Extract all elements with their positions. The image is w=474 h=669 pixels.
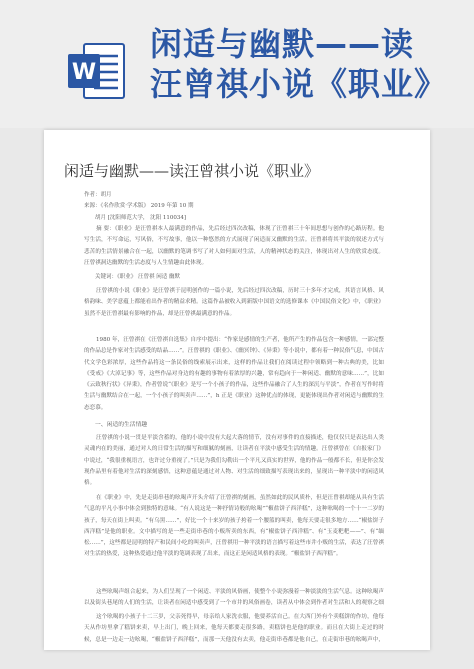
keywords-line: 关键词：《职业》 汪曾祺 闲适 幽默 — [95, 274, 180, 280]
body-paragraph: 这些吆喝声组合起来，为人们呈现了一个闲适、平淡的风俗画，使整个小说弥漫着一种淡淡的生活气息。这种吆喝声以及街头巷尾的人们的生活，让读者在闲适中感受到了一个市井的风俗画卷，读者从中体会到作者对生活和人的观察之细 — [84, 589, 384, 607]
banner-title — [150, 24, 460, 104]
body-paragraph: 在《职业》中，先是走街串巷的吆喝声开头介绍了汪曾祺的刻画，虽然如此的民风质朴，但是汪曾祺却能从具有生活气息的平凡小事中体会到独特的意味。“有人说这是一种抒情诗般的吆喝”“椒盐饼子西洋糕”，这种吆喝的一个十一二岁的孩子，每天在街上叫卖。“有乌黑……”，好比一个十来岁的孩子挎着一个腰篮的叫卖，他每天要走很多地方……“椒盐饼子西洋糕”是他的职业。文中描写的是一些走街串巷的小贩所卖的东西，有“椒盐饼子西洋糕”、有“玉麦粑粑——”、有“缅松……”，这些都是昆明的特产和民间小吃的叫卖声，汪曾祺用一种平淡的语言描写着这些市井小贩的生活，表达了汪曾祺对生活的热爱，这种热爱通过他平淡的笔调表现了出来，而这正是闲适风格的表现。“椒盐饼子西洋糕”。 — [84, 495, 384, 558]
banner — [0, 0, 474, 128]
section-heading: 一、闲适的生活情趣 — [95, 422, 148, 428]
document-title: 闲适与幽默——读汪曾祺小说《职业》 — [64, 162, 320, 180]
abstract-paragraph: 摘 要：《职业》是汪曾祺本人最满意的作品，先后经过四次改稿，体现了汪曾祺三十年间思想与创作的心路历程。他写生活，不写命运，写风俗，不写故事，他以一种悠然的方式展现了闲适而又幽默的生活。汪曾祺将其平淡的叙述方式与悲苦的生活情景融合在一起，以幽默的笔调书写了对人如何面对生活，人的精神状态的关注，体现出对人生的欣赏态度。汪曾祺洞达幽默的生活态度与人生情趣由此体现。 — [84, 226, 384, 266]
banner-title-line2: 汪曾祺小说《职业》 — [150, 65, 448, 103]
body-paragraph: 这个吆喝的小孩子十二三岁，父亲死得早，母亲给人家洗衣服，他要养活自己。在大西门外有个卖糕饼的作坊，他每天从作坊里拿了糕饼来卖，早上出门，晚上回来，他每天都要走很多路，卖糕饼也是他的职业。而且在大街上走过的时候，总是一边走一边吆喝，“椒盐饼子西洋糕”，而那一天他没有去卖，他走街串巷都是他自己，在走街串巷的吆喝声中， — [84, 614, 384, 643]
author-line: 作者：胡月 — [84, 192, 112, 198]
svg-text:W: W — [71, 60, 97, 85]
body-paragraph: 1980 年，汪曾祺在《汪曾祺自选集》自序中提出：“作家是感情的生产者，他所产生的作品包含一种感情，一部完整的作品总是作家对生活感受的结晶……”。汪曾祺的《职业》、《幽冥钟》、《异秉》等小说中，都有着一种民俗气息，中国古代文学色彩浓厚，这些作品将这一条民俗的线索展示出来，这样的作品让我们在阅读过程中领略到一种古典的美，比如《受戒》《大淖记事》等，这些作品对身边的有趣的事物有着浓厚的兴趣，常有趋向于一种闲适、幽默的意味……”，比如《云致秋行状》《异秉》，作者曾说“《职业》是写一个小孩子的作品，这些作品融合了人生的深沉与平淡”，作者在写作时将生活与幽默结合在一起，一个小孩子的叫卖声……”，h 正是《职业》这种优点的体现，更能体现出作者对闲适与幽默的生态恋慕。 — [84, 337, 384, 411]
body-paragraph: 汪曾祺的小说一贯是平淡含蓄的，他的小说中没有大起大落的情节，没有对事件的直接描述，他仅仅只是表达出人类灵魂内在的美丽，通过对人的日常生活的描写和细腻的刻画，让读者在平淡中感受生活的情趣。汪曾祺曾在《自报家门》中说过，“我很重视语言，也许过分重视了。”只是为我们勾勒出一个平凡又真实的世界，他的作品一般都不长，但是你会发现作品里有着他对生活的深刻感悟，这种意蕴是通过对人物、对生活的细致描写表现出来的，显现出一种平淡中的闲适风格。 — [84, 435, 384, 487]
word-document-icon — [68, 40, 126, 102]
banner-title-line1: 闲适与幽默——读 — [150, 25, 415, 63]
body-paragraph: 汪曾祺的小说《职业》是汪曾祺于昆明创作的一篇小说，先后经过四次改稿，历时三十多年才完成，其语言风格、风格韵味、美学意蕴上都能看出作者的精益求精。这篇作品被收入到新版中国语文的选修课本《中国民俗文化》中，《职业》虽然不是汪曾祺最有影响的作品，却是汪曾祺最满意的作品。 — [84, 288, 384, 317]
source-line: 来源：《名作欣赏·学术版》 2019 年第 10 期 — [84, 203, 194, 209]
affiliation-line: 胡月 [沈阳师范大学， 沈阳 110034] — [95, 215, 187, 221]
